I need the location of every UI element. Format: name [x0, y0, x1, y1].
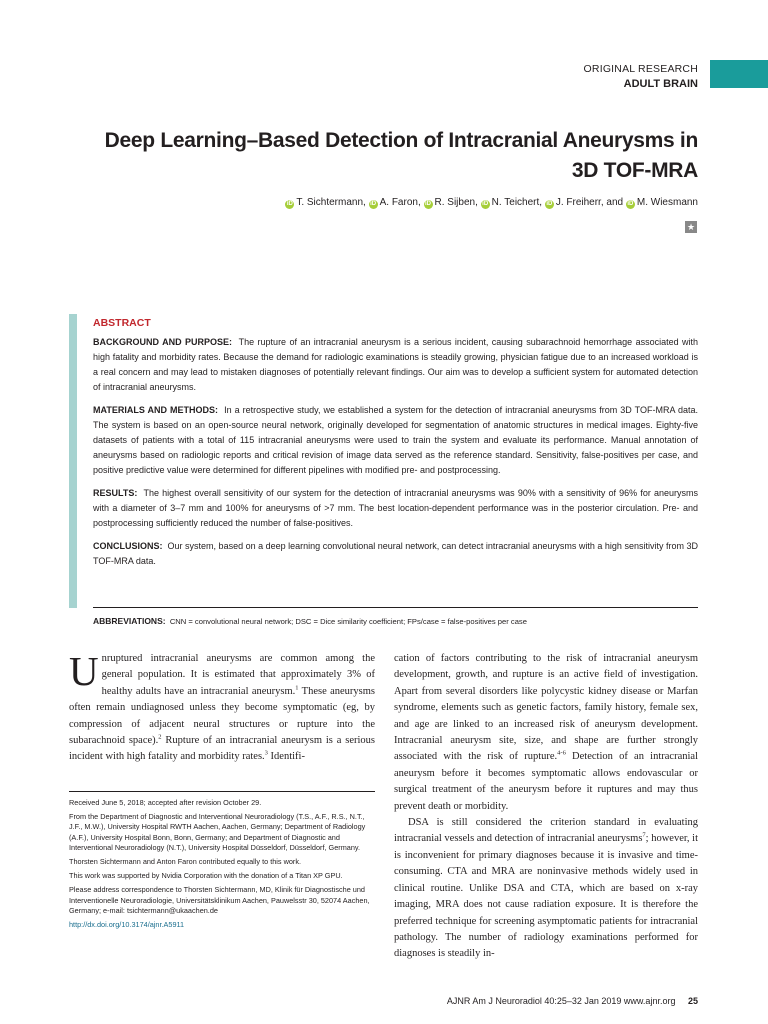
abstract-divider	[93, 607, 698, 608]
body-text: Identifi-	[267, 751, 305, 763]
citation-ref[interactable]: 3	[264, 749, 268, 757]
funding: This work was supported by Nvidia Corporation with the donation of a Titan XP GPU.	[69, 871, 343, 881]
abstract-heading: ABSTRACT	[93, 317, 151, 329]
abstract-background-text: The rupture of an intracranial aneurysm is a serious incident, causing subarachnoid hemorrhage associated with high fatality and morbidity rates. Because the demand for radiologic examinations is steadily growing, physician fatigue due to an increased workload is a real concern and may lead to mistaken diagnoses of potentially relevant findings. Our aim was to develop a sufficient system for automated detection of intracranial aneurysms.	[93, 337, 699, 392]
correspondence: Please address correspondence to Thorsten Sichtermann, MD, Klinik für Diagnostische und Interventionelle Neuroradiologie, Universitätsklinikum Aachen, Pauwelsstr 30, 52074 Aachen, Germany; e-mail: tsichtermann@ukaachen.de	[69, 885, 370, 915]
citation-ref[interactable]: 4-6	[557, 749, 566, 757]
drop-cap: U	[69, 648, 99, 694]
orcid-icon[interactable]: iD	[370, 201, 377, 207]
abstract-background-label: BACKGROUND AND PURPOSE:	[93, 337, 232, 347]
intro-paragraph-1-cont	[394, 651, 698, 815]
body-text: DSA is still considered the criterion standard in evaluating intracranial vessels and detection of intracranial aneurysms	[394, 817, 698, 845]
section-label-line2: ADULT BRAIN	[623, 78, 698, 90]
author-name: T. Sichtermann,	[296, 197, 366, 208]
author-name: M. Wiesmann	[636, 197, 698, 208]
page-number: 25	[687, 996, 698, 1006]
author-name: R. Sijben,	[434, 197, 478, 208]
abstract-results-label: RESULTS:	[93, 488, 138, 498]
abstract-results-text: The highest overall sensitivity of our system for the detection of intracranial aneurysms was 90% with a sensitivity of 96% for aneurysms with a diameter of 3–7 mm and 100% for aneurysms of >7 mm. The best location-dependent performance was in the posterior circulation. Pre- and postprocessing sufficiently reduced the number of false-positives.	[93, 488, 698, 528]
body-text: nruptured intracranial aneurysms are common among the general population. It is estimated that approximately 3% of healthy adults have an intracranial aneurysm.	[101, 653, 375, 697]
abstract-conclusions	[93, 539, 698, 569]
body-text: ; however, it is inconvenient for primary diagnoses because it is invasive and time-consuming. CTA and MRA are noninvasive methods widely used in clinical routine. Unlike DSA and CTA, which are based on x-ray imaging, MRA does not cause radiation exposure. It is therefore the preferred technique for screening asymptomatic patients for intracranial pathology. The number of radiology examinations performed for diagnoses is steadily in-	[394, 833, 699, 960]
doi-link[interactable]: http://dx.doi.org/10.3174/ajnr.A5911	[69, 920, 185, 930]
citation-ref[interactable]: 2	[158, 733, 162, 741]
open-access-icon[interactable]: ★	[686, 222, 696, 232]
article-title-line2: 3D TOF-MRA	[571, 159, 698, 182]
abstract-methods	[93, 403, 698, 478]
abstract-methods-label: MATERIALS AND METHODS:	[93, 405, 219, 415]
footnotes	[69, 798, 375, 934]
body-text: cation of factors contributing to the risk of intracranial aneurysm development, growth, and rupture is an active field of investigation. Apart from several disorders like polycystic kidney disease or Marfan syndrome, elements such as genetic factors, family history, female sex, and age are linked to an increased risk of aneurysm development. Intracranial aneurysm site, size, and shape are further strongly associated with the risk of rupture.	[394, 653, 698, 763]
footnote-divider	[69, 791, 375, 792]
section-label	[584, 62, 698, 92]
author-name: J. Freiherr, and	[555, 197, 624, 208]
body-column-left	[69, 648, 375, 766]
received-date: Received June 5, 2018; accepted after revision October 29.	[69, 798, 262, 807]
abstract	[93, 316, 698, 577]
section-color-tab	[710, 60, 768, 88]
abstract-results	[93, 486, 698, 531]
abbreviations-label: ABBREVIATIONS:	[93, 616, 166, 626]
citation-ref[interactable]: 7	[642, 831, 646, 839]
abbreviations	[93, 615, 698, 628]
page-footer	[447, 996, 698, 1006]
section-label-line1: ORIGINAL RESEARCH	[583, 63, 698, 75]
orcid-icon[interactable]: iD	[425, 201, 432, 207]
abstract-conclusions-text: Our system, based on a deep learning convolutional neural network, can detect intracranial aneurysms with a high sensitivity from 3D TOF-MRA data.	[93, 541, 698, 566]
article-title-line1: Deep Learning–Based Detection of Intracranial Aneurysms in	[104, 129, 698, 152]
article-title	[78, 126, 698, 186]
intro-paragraph-1	[69, 648, 375, 766]
author-name: N. Teichert,	[491, 197, 543, 208]
abstract-methods-text: In a retrospective study, we established a system for the detection of intracranial aneurysms from 3D TOF-MRA data. The system is based on an open-source neural network, originally developed for segmentation of anatomic structures in medical images. Eighty-five datasets of patients with a total of 115 intracranial aneurysms were used to train the system and evaluate its performance. Manual annotation of aneurysms based on radiologic reports and critical revision of image data served as the reference standard. Sensitivity, false-positives per case, and positive predictive value were determined for different pipelines with modified pre- and postprocessing.	[93, 405, 698, 475]
abstract-background	[93, 335, 698, 395]
equal-contribution: Thorsten Sichtermann and Anton Faron contributed equally to this work.	[69, 857, 302, 867]
journal-citation: AJNR Am J Neuroradiol 40:25–32 Jan 2019 www.ajnr.org	[446, 996, 676, 1006]
author-list	[58, 195, 698, 211]
citation-ref[interactable]: 1	[295, 684, 299, 692]
affiliations: From the Department of Diagnostic and Interventional Neuroradiology (T.S., A.F., R.S., N.T., J.F., M.W.), University Hospital RWTH Aachen, Aachen, Germany; Department of Radiology (A.F.), University Hospital Bonn, Bonn, Germany; and Department of Diagnostic and Interventional Neuroradiology (N.T.), University Hospital Düsseldorf, Düsseldorf, Germany.	[69, 812, 366, 852]
orcid-icon[interactable]: iD	[546, 201, 553, 207]
orcid-icon[interactable]: iD	[627, 201, 634, 207]
body-text: These aneurysms often remain undiagnosed unless they become symptomatic (eg, by compression of adjacent neural structures or rupture into the subarachnoid space).	[69, 685, 375, 747]
author-name: A. Faron,	[379, 197, 421, 208]
orcid-icon[interactable]: iD	[286, 201, 293, 207]
intro-paragraph-2	[394, 815, 698, 963]
body-column-right	[394, 651, 698, 963]
body-text: Detection of an intracranial aneurysm before it becomes symptomatic allows endovascular or surgical treatment of the aneurysm before it ruptures and may thus prevent death or morbidity.	[394, 751, 698, 812]
abstract-conclusions-label: CONCLUSIONS:	[93, 541, 163, 551]
body-text: Rupture of an intracranial aneurysm is a serious incident with high fatality and morbidity rates.	[69, 735, 375, 763]
abbreviations-text: CNN = convolutional neural network; DSC = Dice similarity coefficient; FPs/case = false-positives per case	[169, 617, 527, 626]
abstract-side-bar	[69, 314, 77, 608]
orcid-icon[interactable]: iD	[482, 201, 489, 207]
